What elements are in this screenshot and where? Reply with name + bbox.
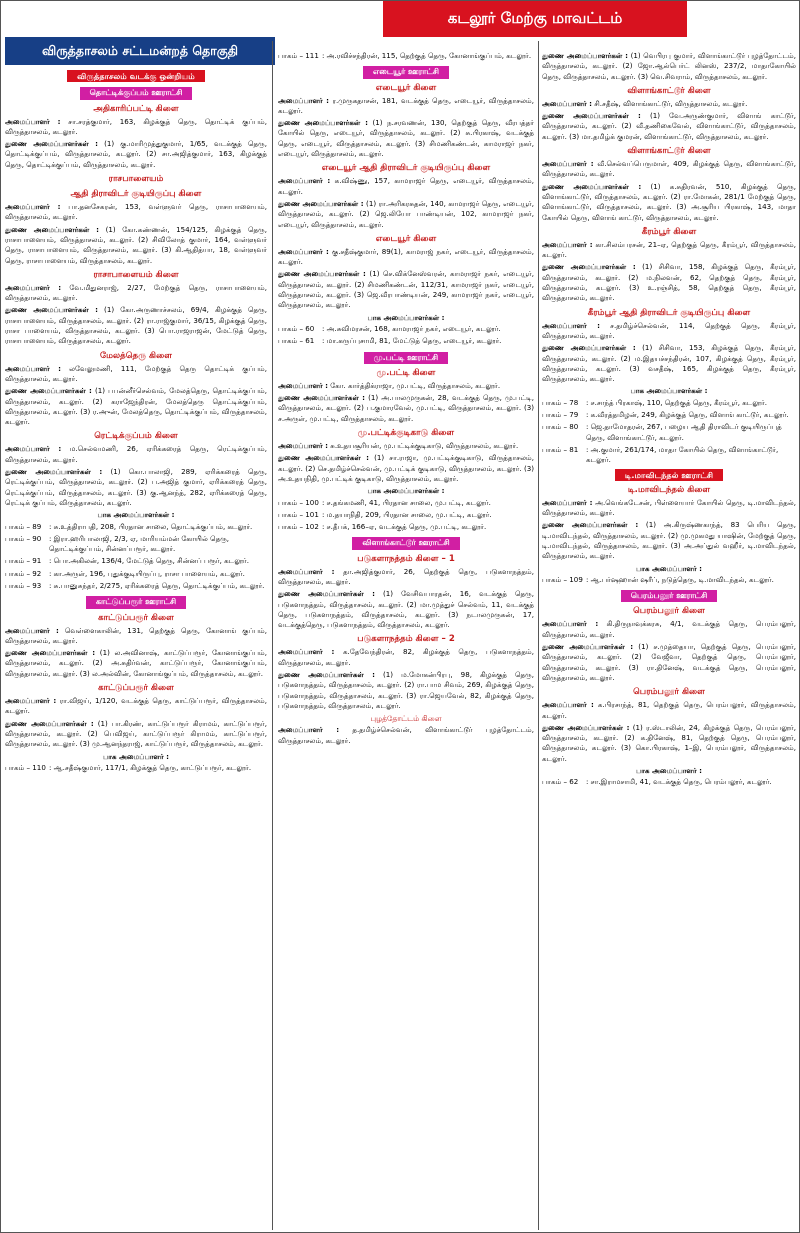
panchayat-title: தொட்டிக்குப்பம் ஊராட்சி: [80, 87, 193, 99]
member-entry: [278, 96, 534, 117]
part-row: [542, 575, 796, 585]
member-entry: [542, 111, 796, 142]
entry-label: துணை அமைப்பாளர்கள் :: [542, 642, 634, 652]
entry-text: (1) ர.ஸ்டாலின், 24, கிழக்குத் தெரு, பெரம்பலூர், விருத்தாசலம், கடலூர். (2) க.தினேஷ், 81, தெற்குத் தெரு, பெரம்பலூர், விருத்தாசலம், கடலூர். (3) கொ.பிரகாஷ், 1–இ, பெரம்பலூர், விருத்தாசலம், கடலூர்.: [542, 722, 796, 763]
branch-heading: எடையூர் ஆதி திராவிடர் குடியிருப்பு கிளை: [321, 163, 491, 174]
part-text: : அ.குமார், 261/174, மாதா கோயில் தெரு, விளாங்காட்டூர், கடலூர்.: [586, 444, 779, 465]
member-entry: [542, 619, 796, 640]
entry-label: அமைப்பாளர் :: [5, 116, 61, 126]
branch-heading: விளாங்காட்டூர் கிளை: [627, 146, 711, 157]
part-number: பாகம் – 101: [278, 509, 319, 519]
part-heading: பாக அமைப்பாளர் :: [636, 563, 702, 573]
entry-text: (1) அ.கிருஷ்ணகாந்த், 83 பெரிய தெரு, டி.மாவிடந்தல், விருத்தாசலம், கடலூர். (2) மு.முகமது யாஷின், மேற்குத் தெரு, டி.மாவிடந்தல், விருத்தாசலம், கடலூர். (3) அ.அப்துல் வஹீர், டி.மாவிடந்தல், விருத்தாசலம், கடலூர்.: [542, 520, 796, 561]
entry-text: ர.முருகதாசன், 181, வடக்குத் தெரு, எடையூர், விருத்தாசலம், கடலூர்.: [278, 95, 534, 115]
entry-text: லவேலுமணி, 111, மேற்குத் தெரு தொட்டிக் குப்பம், விருத்தாசலம், கடலூர்.: [5, 363, 267, 383]
union-bar: [5, 70, 267, 82]
entry-text: தா.அஜித்குமார், 26, தெற்குத் தெரு, படுகளாநத்தம், விருத்தாசலம், கடலூர்.: [278, 566, 534, 586]
part-row: [278, 336, 534, 346]
union-bar: [542, 469, 796, 481]
entry-label: துணை அமைப்பாளர்கள் :: [542, 722, 630, 732]
district-banner: [383, 1, 687, 37]
entry-text: (1) கு.மாரிமுத்துகுமார், 1/65, வடக்குத் தெரு, தொட்டிக்குப்பம், விருத்தாசலம், கடலூர். (2) சா.அஜித்குமார், 163, கிழக்குத் தெரு, தொட்டிக்குப்பம், விருத்தாசலம், கடலூர்.: [5, 139, 267, 169]
constituency-banner: [5, 37, 275, 65]
entry-label: துணை அமைப்பாளர்கள் :: [278, 198, 364, 208]
branch-heading: ரெட்டிக்குப்பம் கிளை: [94, 431, 178, 442]
column-divider: [272, 41, 273, 1230]
part-row: [278, 51, 534, 61]
member-entry: [542, 498, 796, 519]
part-row: [542, 777, 796, 787]
panchayat-title: விளாங்காட்டூர் ஊராட்சி: [352, 537, 459, 549]
entry-label: துணை அமைப்பாளர்கள் :: [5, 305, 98, 315]
entry-text: ம.செல்வமணி, 26, ஏரிக்கரைத் தெரு, ரெட்டிக்குப்பம், விருத்தாசலம், கடலூர்.: [5, 444, 267, 464]
member-entry: [542, 99, 796, 109]
member-entry: [542, 520, 796, 561]
entry-label: துணை அமைப்பாளர்கள் :: [542, 343, 636, 353]
entry-text: சு.உதயசூரியன், மு.பட்டிக்குடிகாடு, விருத்தாசலம், கடலூர்.: [327, 441, 519, 451]
entry-label: துணை அமைப்பாளர்கள் :: [5, 718, 94, 728]
branch-heading: எடையூர் கிளை: [375, 82, 437, 93]
branch-heading: படுகளாநத்தம் கிளை – 1: [357, 553, 455, 564]
entry-text: (1) செ.விக்னேஸ்வரன், காமராஜர் நகர், எடையூர், விருத்தாசலம், கடலூர். (2) சிமணிகண்டன், 112/31, காமராஜர் நகர், எடையூர், விருத்தாசலம், கடலூர். (3) ஜெ.வீரபாண்டியன், 249, காமராஜர் நகர், எடையூர், விருத்தாசலம், கடலூர்.: [278, 269, 534, 310]
branch-heading: கீரம்பூர் கிளை: [641, 226, 697, 237]
entry-label: துணை அமைப்பாளர்கள் :: [542, 520, 639, 530]
branch-heading-prefix: ராசபாளையம்: [108, 174, 164, 185]
member-entry: [5, 305, 267, 346]
branch-heading: பெரம்பலூர் கிளை: [633, 687, 705, 698]
part-number: பாகம் – 109: [542, 574, 583, 584]
part-heading: பாக அமைப்பாளர் :: [636, 766, 702, 776]
entry-text: (1) கொ.பாலாஜி, 289, ஏரிக்கரைத் தெரு, ரெட்டிக்குப்பம், விருத்தாசலம், கடலூர். (2) ப.அஜித் குமார், ஏரிக்கரைத் தெரு, ரெட்டிக்குப்பம், விருத்தாசலம், கடலூர். (3) கு.ஆனந்த், 282, ஏரிக்கரைத் தெரு, ரெட்டிக் குப்பம், விருத்தாசலம், கடலூர்.: [5, 467, 267, 507]
part-heading: பாக அமைப்பாளர்கள் :: [97, 510, 175, 520]
part-text: : க.வீரத்தமிழன், 249, கிழக்குத் தெரு, விளாங் காட்டூர், கடலூர்.: [586, 410, 789, 420]
entry-text: பா.தனசேகரன், 153, வள்ளுவர் தெரு, ராசாபாளையம், விருத்தாசலம், கடலூர்.: [5, 202, 267, 222]
entry-label: அமைப்பாளர் :: [278, 246, 329, 256]
member-entry: [278, 670, 534, 711]
entry-label: அமைப்பாளர் :: [542, 98, 592, 108]
branch-heading: பெரம்பலூர் கிளை: [633, 606, 705, 617]
part-text: : ச.சாந்த் பிரகாஷ், 110, தெற்குத் தெரு, கீரம்பூர், கடலூர்.: [586, 397, 768, 407]
member-entry: [5, 626, 267, 647]
member-entry: [542, 182, 796, 223]
entry-text: வெள்ளைகாலின், 131, தெற்குத் தெரு, கோனாங் குப்பம், விருத்தாசலம், கடலூர்.: [5, 625, 267, 645]
member-entry: [278, 453, 534, 484]
part-text: : ம.தயாநிதி, 209, பிரதான சாலை, மு.பட்டி, கடலூர்.: [322, 509, 492, 519]
entry-text: (1) சா.ராஜா, மு.பட்டிக்குடிகாடு, விருத்தாசலம், கடலூர். (2) செ.தமிழ்ச்செல்வன், மு.பட்டிக் குடிகாடு, விருத்தாசலம், கடலூர். (3) அ.உதயநிதி, மு.பட்டிக் குடிகாடு, விருத்தாசலம், கடலூர்.: [278, 453, 534, 483]
entry-label: அமைப்பாளர் :: [5, 282, 62, 292]
entry-label: துணை அமைப்பாளர்கள் :: [278, 670, 375, 680]
panchayat-title: மு.பட்டி ஊராட்சி: [364, 352, 448, 364]
branch-heading: ராசாபாளையம் கிளை: [93, 269, 179, 280]
entry-label: அமைப்பாளர் :: [542, 619, 599, 629]
entry-label: துணை அமைப்பாளர்கள் :: [278, 269, 366, 279]
entry-label: துணை அமைப்பாளர்கள் :: [542, 262, 636, 272]
member-entry: [5, 696, 267, 717]
member-entry: [278, 441, 534, 451]
part-row: [5, 556, 267, 566]
part-number: பாகம் – 90: [5, 533, 42, 543]
entry-text: (1) வே.அருண்குமார், விளாங் காட்டூர், விருத்தாசலம், கடலூர். (2) வீ.தணிகைவேல், விளாங்காட்டூர், விருத்தாசலம், கடலூர். (3) மா.தமிழ்க் குமரன், விளாங்காட்டூர், விருத்தாசலம், கடலூர்.: [542, 111, 796, 141]
entry-text: க.விஷ்ணு, 157, காமராஜர் தெரு, எடையூர், விருத்தாசலம், கடலூர்.: [278, 176, 534, 196]
panchayat-title: காட்டுப்பரூர் ஊராட்சி: [86, 596, 186, 608]
part-row: [542, 445, 796, 466]
entry-label: அமைப்பாளர் :: [5, 202, 61, 212]
entry-text: (1) சிசிவா, 158, கிழக்குத் தெரு, கீரம்பூர், விருத்தாசலம், கடலூர். (2) ம.நிலவன், 62, தெற்குத் தெரு, கீரம்பூர், விருத்தாசலம், கடலூர். (3) உ.ரஞ்சித், 58, தெற்குத் தெரு, கீரம்பூர், விருத்தாசலம், கடலூர்.: [542, 262, 796, 303]
branch-heading: அதிகாரிப்பட்டி கிளை: [93, 103, 179, 114]
part-number: பாகம் – 91: [5, 556, 42, 566]
part-number: பாகம் – 89: [5, 521, 42, 531]
entry-label: அமைப்பாளர் :: [542, 159, 594, 169]
entry-label: துணை அமைப்பாளர்கள் :: [5, 467, 103, 477]
member-entry: [542, 642, 796, 683]
part-row: [278, 498, 534, 508]
part-number: பாகம் – 100: [278, 497, 319, 507]
branch-heading: ஆதி திராவிடர் குடியிருப்பு கிளை: [70, 189, 202, 200]
entry-text: (1) கோ.கண்ணன், 154/125, கிழக்குத் தெரு, ராசாபாளையம், விருத்தாசலம், கடலூர். (2) சிவிலோத் குமார், 164, வள்ளுவர் தெரு, ராசாபாளையம், விருத்தாசலம், கடலூர். (3) கி.ஆதித்யா, 18, வள்ளுவர் தெரு, ராசாபாளையம், விருத்தாசலம், கடலூர்.: [5, 224, 267, 265]
entry-text: (1) கோ.அருணாச்சலம், 69/4, கிழக்குத் தெரு, ராசாபாளையம், விருத்தாசலம், கடலூர். (2) ரா.ராஜ்குமார், 36/15, கிழக்குத் தெரு, ராசா பாளையம், விருத்தாசலம், கடலூர். (3) பொ.ராஜராஜன், மேட்டுத் தெரு, ராசாபாளையம், விருத்தாசலம், கடலூர்.: [5, 305, 267, 346]
part-number: பாகம் – 93: [5, 580, 42, 590]
part-number: பாகம் – 60: [278, 323, 315, 333]
part-text: : அ.சுவிமரசன், 168, காமராஜர் நகர், எடையூர், கடலூர்.: [322, 323, 501, 333]
column-2: [278, 51, 534, 1228]
entry-text: (1) ம.மோகன்பிரபு, 98, கிழக்குத் தெரு, படுகளாநத்தம், விருத்தாசலம், கடலூர். (2) ரா.பாம சிவம், 269, கிழக்குத் தெரு, படுகளாநத்தம், விருத்தாசலம், கடலூர். (3) ரா.ஜெயவேல், 82, கிழக்குத் தெரு, படுகளாநத்தம், விருத்தாசலம், கடலூர்.: [278, 670, 534, 710]
sub-heading: புழத்தோட்டம் கிளை: [370, 714, 442, 724]
part-row: [542, 422, 796, 443]
entry-label: அமைப்பாளர் :: [278, 176, 331, 186]
entry-label: துணை அமைப்பாளர்கள் :: [5, 224, 99, 234]
part-row: [542, 410, 796, 420]
branch-heading: படுகளாநத்தம் கிளை – 2: [357, 634, 455, 645]
panchayat-title: எடையூர் ஊராட்சி: [363, 66, 449, 78]
part-row: [278, 324, 534, 334]
entry-text: கா.சிலம்பரசன், 21–ஏ, தெற்குத் தெரு, கீரம்பூர், விருத்தாசலம், கடலூர்.: [542, 239, 796, 260]
entry-text: (1) சிசிவா, 153, கிழக்குத் தெரு, கீரம்பூர், விருத்தாசலம், கடலூர். (2) ம.இதயச்சந்திரன், 107, கிழக்குத் தெரு, கீரம்பூர், விருத்தாசலம், கடலூர். (3) வசதீஷ், 165, கிழக்குத் தெரு, கீரம்பூர், விருத்தாசலம், கடலூர்.: [542, 343, 796, 384]
part-number: பாகம் – 78: [542, 397, 579, 407]
part-row: [278, 510, 534, 520]
part-number: பாகம் – 102: [278, 522, 319, 532]
part-text: : ஜெ.தாமோதரன், 267, பழைய ஆதி திராவிடர் குடியிருப்புத் தெரு, விளாங்காட்டூர், கடலூர்.: [586, 422, 782, 442]
member-entry: [542, 262, 796, 303]
part-number: பாகம் – 92: [5, 568, 42, 578]
entry-text: க.தேவேந்திரன், 82, கிழக்குத் தெரு, படுகளாநத்தம், விருத்தாசலம், கடலூர்.: [278, 647, 534, 667]
part-row: [278, 522, 534, 532]
entry-text: அ.வெங்கடேசன், பிள்ளையார் கோயில் தெரு, டி.மாவிடந்தல், விருத்தாசலம், கடலூர்.: [542, 497, 796, 518]
part-text: : கா.அருள், 196, புதுக்குடியிருப்பு, ராசா பாளையம், கடலூர்.: [49, 568, 245, 578]
entry-label: அமைப்பாளர் :: [542, 320, 600, 330]
part-text: : ச.தங்கமணி, 41, பிரதான சாலை, மு.பட்டி, கடலூர்.: [322, 497, 491, 507]
member-entry: [5, 467, 267, 508]
part-text: : இரா.ஹரிபாலாஜி, 2/3, ஏ, மாரியம்மன் கோயில் தெரு, தொட்டிக்குப்பம், சின்னப்பரூர், கடலூர்.: [49, 533, 230, 554]
part-text: : ச.தீபக், 166–ஏ, வடக்குத் தெரு, மு.பட்டி, கடலூர்.: [322, 522, 487, 532]
part-heading: பாக அமைப்பாளர் :: [103, 751, 169, 761]
member-entry: [278, 567, 534, 588]
member-entry: [5, 225, 267, 266]
branch-heading: மேலத்தெரு கிளை: [100, 350, 172, 361]
column-3: [542, 51, 796, 1228]
constituency-title: விருத்தாசலம் சட்டமன்றத் தொகுதி: [41, 42, 238, 58]
entry-text: கு.சதீஷ்குமார், 89(1), காமராஜ் நகர், எடையூர், விருத்தாசலம், கடலூர்.: [278, 246, 534, 267]
entry-label: அமைப்பாளர் :: [5, 444, 62, 454]
entry-text: கி.திருநாவுக்கரசு, 4/1, வடக்குத் தெரு, பெரம்பலூர், விருத்தாசலம், கடலூர்.: [542, 619, 796, 639]
entry-label: அமைப்பாளர் :: [5, 363, 61, 373]
part-text: : மா.கருப்புசாமி, 81, மேட்டுத் தெரு, எடையூர், கடலூர்.: [322, 336, 502, 346]
panchayat-bar: [278, 537, 534, 549]
member-entry: [5, 117, 267, 138]
panchayat-bar: [5, 596, 267, 608]
entry-text: (1) க.சுதிரவன், 510, கிழக்குத் தெரு, விளாங்காட்டூர், விருத்தாசலம், கடலூர். (2) ரா.மோகன், 281/1 மேற்குத் தெரு, விளாங்காட்டூர், விருத்தாசலம், கடலூர். (3) அ.சூரிய பிரகாஷ், 143, மாதா கோயில் தெரு, விளாங் காட்டூர், விருத்தாசலம், கடலூர்.: [542, 181, 796, 222]
part-text: : ஆ.பர்ஷஹான் ஷரீப், நடுத்தெரு, டி.மாவிடந்தல், கடலூர்.: [586, 574, 774, 584]
branch-heading: காட்டுப்பரூர் கிளை: [98, 612, 174, 623]
member-entry: [542, 51, 796, 82]
entry-label: அமைப்பாளர் :: [278, 725, 340, 735]
branch-heading: விளாங்காட்டூர் கிளை: [627, 85, 711, 96]
entry-label: துணை அமைப்பாளர்கள் :: [278, 393, 366, 403]
entry-label: துணை அமைப்பாளர்கள் :: [5, 648, 96, 658]
member-entry: [542, 700, 796, 721]
entry-label: அமைப்பாளர் :: [542, 497, 593, 507]
entry-text: (1) அ.பாலமுருகன், 28, வடக்குத் தெரு, மு.பட்டி, விருத்தாசலம், கடலூர். (2) ப.குமாரவேல், மு.பட்டி, விருத்தாசலம், கடலூர். (3) ச.அருள், மு.பட்டி, விருத்தாசலம், கடலூர்.: [278, 393, 534, 423]
panchayat-bar: [542, 590, 796, 602]
entry-label: துணை அமைப்பாளர்கள் :: [5, 386, 92, 396]
panchayat-bar: [278, 66, 534, 78]
entry-label: துணை அமைப்பாளர்கள் :: [278, 589, 375, 599]
branch-heading: டி.மாவிடந்தல் கிளை: [627, 484, 711, 495]
branch-heading: மு.பட்டிக்குடிகாடு கிளை: [357, 428, 455, 439]
entry-text: (1) வெபிரபு குமார், விளாங்காட்டூர் புழத்தோட்டம், விருத்தாசலம், கடலூர். (2) ஜோ.ஆல்பெர்ட் லினஸ், 237/2, மாதாகோயில் தெரு, விருத்தாசலம், கடலூர். (3) வெ.சிவராம், விருத்தாசலம், கடலூர்.: [542, 51, 796, 81]
branch-heading: மு.பட்டி கிளை: [376, 367, 436, 378]
part-text: : அ.ரவிச்சந்திரன், 115, தெற்குத் தெரு, கோனாங்குப்பம், கடலூர்.: [322, 51, 532, 60]
member-entry: [278, 393, 534, 424]
member-entry: [5, 719, 267, 750]
member-entry: [278, 118, 534, 159]
part-number: பாகம் – 80: [542, 422, 579, 432]
member-entry: [278, 176, 534, 197]
entry-text: (1) பபன்னீர்செல்வம், மேலத்தெரு, தொட்டிக்குப்பம், விருத்தாசலம், கடலூர். (2) கராஜேந்திரன், மேலத்தெரு தொட்டிக்குப்பம், விருத்தாசலம், கடலூர். (3) ர.அுன், மேலத்தெரு, தொட்டிக்குப்பம், விருத்தாசலம், கடலூர்.: [5, 386, 267, 427]
union-title: விருத்தாசலம் வடக்கு ஒன்றியம்: [67, 70, 205, 82]
column-1: [5, 67, 267, 1228]
member-entry: [278, 199, 534, 230]
member-entry: [278, 381, 534, 391]
entry-text: (1) ரா.அரிகரசுதன், 140, காமராஜர் தெரு, எடையூர், விருத்தாசலம், கடலூர். (2) ஜெ.லியோ பாண்டியன், 102, காமராஜர் நகர், எடையூர், விருத்தாசலம், கடலூர்.: [278, 198, 534, 229]
entry-text: கோ. கார்த்திக்ராஜா, மு.பட்டி, விருத்தாசலம், கடலூர்.: [327, 380, 501, 390]
part-heading: பாக அமைப்பாளர்கள் :: [367, 486, 445, 496]
panchayat-title: பெரம்பலூர் ஊராட்சி: [621, 590, 717, 602]
entry-text: வே.மிதுனராஜ், 2/27, மேற்குத் தெரு, ராசாபாளையம், விருத்தாசலம், கடலூர்.: [5, 282, 267, 303]
member-entry: [5, 386, 267, 427]
part-row: [5, 763, 267, 773]
part-text: : சு.உத்திராபதி, 208, பிரதான சாலை, தொட்டிக்குப்பம், கடலூர்.: [49, 521, 253, 531]
member-entry: [278, 725, 534, 746]
branch-heading: எடையூர் கிளை: [375, 233, 437, 244]
entry-label: துணை அமைப்பாளர்கள் :: [542, 51, 628, 60]
entry-label: அமைப்பாளர் :: [5, 625, 59, 635]
entry-label: அமைப்பாளர் :: [278, 647, 335, 657]
part-number: பாகம் – 61: [278, 336, 315, 346]
entry-label: துணை அமைப்பாளர்கள் :: [542, 181, 642, 191]
entry-text: (1) ந.சரவணன், 130, தெற்குத் தெரு, வீரபத்தர் கோயில் தெரு, எடையூர், விருத்தாசலம், கடலூர். (2) சு.பிரகாஷ், வடக்குத் தெரு, எடையூர், விருத்தாசலம், கடலூர். (3) சிமணிகண்டன், காமராஜர் நகர், எடையூர், விருத்தாசலம், கடலூர்.: [278, 118, 534, 159]
district-title: கடலூர் மேற்கு மாவட்டம்: [447, 9, 623, 27]
member-entry: [5, 283, 267, 304]
entry-text: (1) ச.முத்தையா, தெற்குத் தெரு, பெரம்பலூர், விருத்தாசலம், கடலூர். (2) வேஜீவா, தெற்குத் தெரு, பெரம்பலூர், விருத்தாசலம், கடலூர். (3) ரா.தினேஷ், வடக்குத் தெரு, பெரம்பலூர், விருத்தாசலம், கடலூர்.: [542, 642, 796, 682]
member-entry: [542, 240, 796, 261]
part-text: : சா.இராமசாமி, 41, வடக்குத் தெரு, பெரம்பலூர், கடலூர்.: [586, 777, 772, 787]
part-row: [5, 569, 267, 579]
entry-text: ச.தமிழ்ச்செல்வன், 114, தெற்குத் தெரு, கீரம்பூர், விருத்தாசலம், கடலூர்.: [542, 320, 796, 340]
entry-label: அமைப்பாளர் :: [542, 239, 593, 249]
union-title: டி.மாவிடந்தல் ஊராட்சி: [615, 469, 723, 481]
entry-text: ரா.விஜய், 1/120, வடக்குத் தெரு, காட்டுப்பரூர், விருத்தாசலம், கடலூர்.: [5, 696, 267, 716]
entry-text: சா.சரத்குமார், 163, கிழக்குத் தெரு, தொட்டிக் குப்பம், விருத்தாசலம், கடலூர்.: [5, 116, 267, 136]
panchayat-bar: [278, 352, 534, 364]
entry-label: துணை அமைப்பாளர்கள் :: [278, 118, 368, 128]
entry-label: அமைப்பாளர் :: [278, 441, 328, 451]
part-row: [5, 534, 267, 555]
entry-label: துணை அமைப்பாளர்கள் :: [5, 139, 99, 149]
entry-label: அமைப்பாளர் :: [278, 566, 335, 576]
part-number: பாகம் – 62: [542, 777, 579, 787]
member-entry: [5, 444, 267, 465]
member-entry: [5, 648, 267, 679]
part-heading: பாக அமைப்பாளர்கள் :: [367, 312, 445, 322]
part-number: பாகம் – 81: [542, 444, 579, 454]
part-text: : சு.பானுசுந்தர், 2/275, ஏரிக்கரைத் தெரு, தொட்டிக்குப்பம், கடலூர்.: [49, 580, 265, 590]
part-heading: பாக அமைப்பாளர்கள் :: [630, 386, 708, 396]
entry-text: (1) ல.அவினாஷ், காட்டுப்பரூர், கோனாங்குப்பம், விருத்தாசலம், கடலூர். (2) அ.சுதிர்வன், காட்டுப்பரூர், கோனாங்குப்பம், விருத்தாசலம், கடலூர். (3) ல.அல்வின், கோனாங்குப்பம், விருத்தாசலம், கடலூர்.: [5, 648, 267, 678]
entry-label: துணை அமைப்பாளர்கள் :: [278, 453, 369, 463]
entry-text: வீ.செல்வப்பெருமாள், 409, கிழக்குத் தெரு, விளாங்காட்டூர், விருத்தாசலம், கடலூர்.: [542, 159, 796, 179]
part-text: : பொ.அகிலன், 136/4, மேட்டுத் தெரு, சின்னப் பரூர், கடலூர்.: [49, 556, 249, 566]
entry-text: சி.சதீஷ், விளாங்காட்டூர், விருத்தாசலம், கடலூர்.: [591, 98, 748, 108]
member-entry: [542, 343, 796, 384]
entry-label: அமைப்பாளர் :: [542, 700, 594, 710]
member-entry: [278, 589, 534, 630]
member-entry: [278, 269, 534, 310]
panchayat-bar: [5, 87, 267, 99]
part-number: பாகம் – 110: [5, 762, 46, 772]
member-entry: [542, 321, 796, 342]
branch-heading: காட்டுப்பரூர் கிளை: [98, 683, 174, 694]
column-divider: [538, 41, 539, 1230]
entry-text: (1) பா.கிரண், காட்டுப்பரூர் கிராமம், காட்டுப்பரூர், விருத்தாசலம், கடலூர். (2) பெவிஜய், காட்டுப்பரூர் கிராமம், காட்டுப்பரூர், விருத்தாசலம், கடலூர். (3) மு.ஆனந்தராஜ், காட்டுப்பரூர், விருத்தாசலம், கடலூர்.: [5, 718, 267, 749]
entry-label: அமைப்பாளர் :: [278, 380, 328, 390]
member-entry: [278, 247, 534, 268]
entry-label: அமைப்பாளர் :: [5, 696, 57, 706]
entry-text: க.பிரசாந்த், 81, தெற்குத் தெரு, பெரம்பலூர், விருத்தாசலம், கடலூர்.: [542, 700, 796, 720]
member-entry: [542, 723, 796, 764]
part-row: [542, 398, 796, 408]
part-row: [5, 581, 267, 591]
member-entry: [5, 364, 267, 385]
member-entry: [5, 139, 267, 170]
part-number: பாகம் – 111: [278, 51, 319, 60]
entry-text: த.தமிழ்ச்செல்வன், விளாங்காட்டூர் புழத்தோட்டம், விருத்தாசலம், கடலூர்.: [278, 725, 534, 745]
entry-text: (1) வேசிவபாரதன், 16, வடக்குத் தெரு, படுகளாநத்தம், விருத்தாசலம், கடலூர். (2) மா.முத்துச் செல்வம், 11, வடக்குத் தெரு, படுகளாநத்தம், விருத்தாசலம், கடலூர். (3) நடாலமுருகன், 17, வடக்குத்தெரு, படுகளாநத்தம், விருத்தாசலம், கடலூர்.: [278, 589, 534, 630]
entry-label: அமைப்பாளர் :: [278, 95, 330, 105]
part-row: [5, 522, 267, 532]
member-entry: [542, 159, 796, 180]
member-entry: [5, 202, 267, 223]
entry-label: துணை அமைப்பாளர்கள் :: [542, 111, 641, 121]
part-text: : ஆ.சதீஷ்குமார், 117/1, கிழக்குத் தெரு, காட்டுப்பரூர், கடலூர்.: [49, 762, 252, 772]
member-entry: [278, 647, 534, 668]
part-number: பாகம் – 79: [542, 410, 579, 420]
branch-heading: கீரம்பூர் ஆதி திராவிடர் குடியிருப்பு கிளை: [587, 307, 751, 318]
